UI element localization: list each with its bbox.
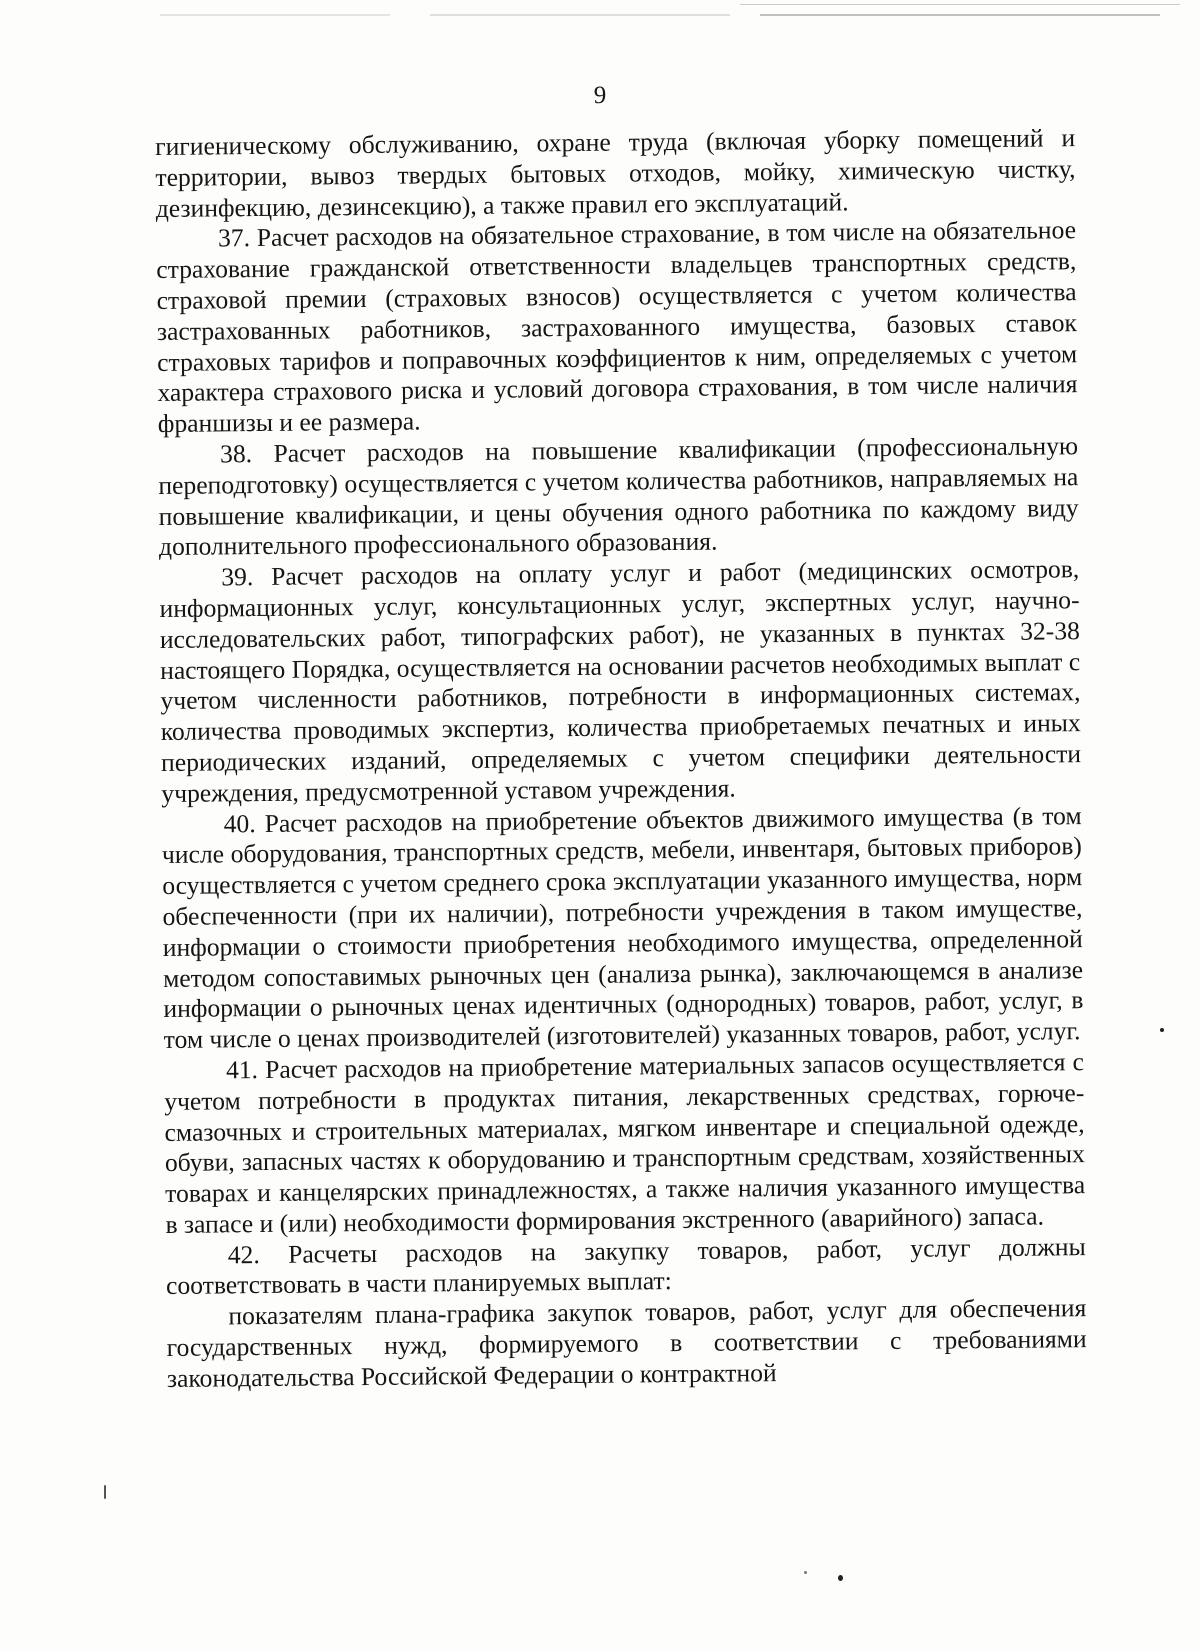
scan-speck	[104, 1485, 106, 1499]
page-number: 9	[593, 82, 607, 109]
scan-speck	[804, 1571, 807, 1574]
paragraph-41: 41. Расчет расходов на приобретение материальных запасов осуществляется с учетом потребности в продуктах питания, лекарственных средствах, горюче-смазочных и строительных материалах, мягком инвентаре и специальной одежде, обуви, запасных частях к оборудованию и транспортным средствам, хозяйственных товарах и канцелярских принадлежностях, а также наличия указанного имущества в запасе и (или) необходимости формирования экстренного (аварийного) запаса.	[164, 1047, 1086, 1239]
scan-edge-mark	[740, 4, 1180, 5]
paragraph-37: 37. Расчет расходов на обязательное страхование, в том числе на обязательное страхование гражданской ответственности владельцев транспортных средств, страховой премии (страховых взносов) осуществляется с учетом количества застрахованных работников, застрахованного имущества, базовых ставок страховых тарифов и поправочных коэффициентов к ним, определяемых с учетом характера страхового риска и условий договора страхования, в том числе наличия франшизы и ее размера.	[156, 215, 1078, 439]
scan-speck	[1160, 1028, 1164, 1032]
paragraph-38: 38. Расчет расходов на повышение квалификации (профессиональную переподготовку) осуществляется с учетом количества работников, направляемых на повышение квалификации, и цены обучения одного работника по каждому виду дополнительного профессионального образования.	[158, 431, 1079, 562]
scan-edge-mark	[160, 14, 390, 16]
document-body	[155, 123, 1087, 1394]
scan-edge-mark	[760, 14, 1160, 16]
scan-speck	[838, 1575, 843, 1581]
paragraph-42: 42. Расчеты расходов на закупку товаров, работ, услуг должны соответствовать в части планируемых выплат:	[165, 1231, 1086, 1301]
paragraph-40: 40. Расчет расходов на приобретение объектов движимого имущества (в том числе оборудования, транспортных средств, мебели, инвентаря, бытовых приборов) осуществляется с учетом среднего срока эксплуатации указанного имущества, норм обеспеченности (при их наличии), потребности учреждения в таком имуществе, информации о стоимости приобретения необходимого имущества, определенной методом сопоставимых рыночных цен (анализа рынка), заключающемся в анализе информации о рыночных ценах идентичных (однородных) товаров, работ, услуг, в том числе о ценах производителей (изготовителей) указанных товаров, работ, услуг.	[161, 800, 1084, 1055]
paragraph-42-item: показателям плана-графика закупок товаров, работ, услуг для обеспечения государственных нужд, формируемого в соответствии с требованиями законодательства Российской Федерации о контрактной	[166, 1293, 1087, 1393]
paragraph-continuation: гигиеническому обслуживанию, охране труда (включая уборку помещений и территории, вывоз твердых бытовых отходов, мойку, химическую чистку, дезинфекцию, дезинсекцию), а также правил его эксплуатаций.	[155, 123, 1076, 223]
paragraph-39: 39. Расчет расходов на оплату услуг и работ (медицинских осмотров, информационных услуг, консультационных услуг, экспертных услуг, научно-исследовательских работ, типографских работ), не указанных в пунктах 32-38 настоящего Порядка, осуществляется на основании расчетов необходимых выплат с учетом численности работников, потребности в информационных системах, количества проводимых экспертиз, количества приобретаемых печатных и иных периодических изданий, определяемых с учетом специфики деятельности учреждения, предусмотренной уставом учреждения.	[159, 554, 1082, 808]
scan-edge-mark	[430, 14, 730, 16]
